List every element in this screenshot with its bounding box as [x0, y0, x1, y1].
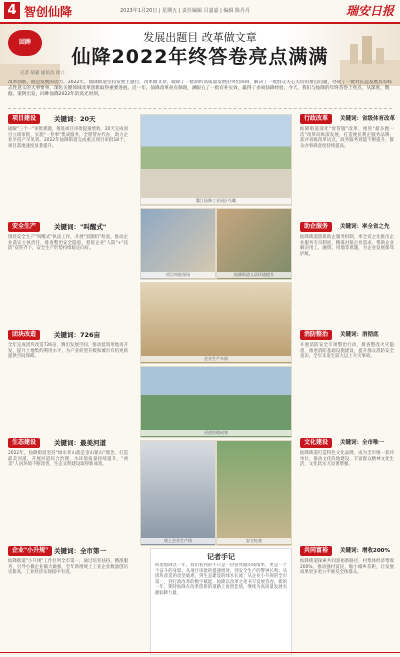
section-fire-safety — [296, 328, 398, 436]
section-ecology — [4, 436, 132, 544]
notes-body: 回望仙降这一年，我们看到的不只是一份份亮眼的成绩单，更是一个个奋斗的身影。从项目审批的提速增效，到安全生产的警钟长鸣；从团块改造的攻坚破难，到生态建设的绿水长流；从企业小升规的全市第一，到行政改革的数字赋能，仙降以改革之笔书写发展答卷。新的一年，期待仙降在改革创新的道路上再创佳绩，继续为高质量发展贡献仙降力量。 — [155, 563, 287, 596]
page-meta: 2023年1月20日 | 星期五 | 责任编辑 吕嘉嘉 | 编辑 陈丹丹 — [120, 8, 251, 14]
section-tag: 行政改革 — [300, 114, 332, 124]
photo-river — [140, 366, 292, 438]
photo-approval — [140, 208, 216, 280]
page-number: 4 — [4, 2, 20, 19]
section-tag: 消防整治 — [300, 330, 332, 340]
photo-industrial-park — [140, 114, 292, 206]
section-body: 仙降街道打造特色文化品牌，成为全市唯一获评单位，推动文化阵地建设，丰富群众精神文化生活，文化软实力显著增强。 — [300, 451, 394, 468]
headline-title: 仙降2022年终答卷亮点满满 — [71, 46, 329, 68]
photo-caption: 鳌江仙降工业园区鸟瞰 — [141, 198, 291, 204]
right-column — [296, 112, 398, 652]
section-body: 2022年，仙降街道坚持"绿水青山就是金山银山"理念，打造最美河道，开展河道综合治理，水环境质量持续提升，"两美"人居环境不断改善，生态文明建设取得新成效。 — [8, 451, 128, 468]
section-keyword: 关键词：消彻底 — [340, 332, 379, 338]
section-body: 仙降街道创新助企服务机制，率全省之先推出企业服务专员制度，精准对接企业需求，帮助企业解决用工、融资、用地等难题，为企业发展保驾护航。 — [300, 235, 394, 257]
section-body: 仙降街道"小升规"工作位列全市第一，通过培育扶持、精准服务，引导小微企业做大做强，全年新增规上工业企业数量创历史新高，工业经济实现稳中有进。 — [8, 559, 128, 576]
section-project — [4, 112, 132, 220]
section-body: 破解"三个一"审批难题，推进项目审批提速增效，20天完成项目立项审批，实施"一件事"集成服务，全程帮办代办，助力企业早投产早见效。2022年仙降街道完成重点项目审批18个，项目落地速度显著提升。 — [8, 127, 128, 149]
section-body: 开展消防安全专项整治行动，排查整改火灾隐患，推进消防基础设施建设，提升群众消防安全意识，全年未发生较大以上火灾事故。 — [300, 343, 394, 360]
section-body: 仙降街道探索共同富裕新路径，村集体经济增收200%，推动强村富民，缩小城乡差距，让发展成果更多更公平惠及全体群众。 — [300, 559, 394, 576]
section-tag: 文化建设 — [300, 438, 332, 448]
headline-subtitle: 发展出题目 改革做文章 — [143, 31, 257, 44]
section-business-service — [296, 220, 398, 328]
section-tag: 助企服务 — [300, 222, 332, 232]
section-tag: 生态建设 — [8, 438, 40, 448]
photo-caption: 仙降街道人居环境提升 — [217, 272, 291, 278]
page-footer — [0, 652, 400, 657]
photo-production-line — [140, 440, 216, 546]
section-keyword: 关键词：20天 — [54, 115, 96, 123]
photo-caption: 企业生产车间 — [141, 356, 291, 362]
section-enterprise — [4, 544, 132, 652]
section-body: 仙降街道深化"放管服"改革，推进"最多跑一次"改革向纵深发展，打造便民利企服务品牌，获评省级改革试点，政务服务效能不断提升，群众办事满意度持续提高。 — [300, 127, 394, 149]
section-tag: 项目建设 — [8, 114, 40, 124]
section-tag: 安全生产 — [8, 222, 40, 232]
section-tag: 团块改造 — [8, 330, 40, 340]
section-keyword: 关键词：增收200% — [340, 548, 390, 554]
photo-caption: 项目审批现场 — [141, 272, 215, 278]
section-keyword: 关键词：全市第一 — [54, 547, 106, 555]
section-body: 全年完成团块改造726亩，腾出发展空间，推动低效用地再开发，提升土地集约利用水平，为产业转型升级和城市有机更新提供空间保障。 — [8, 343, 128, 360]
section-keyword: 关键词：726亩 — [54, 331, 101, 339]
section-renewal — [4, 328, 132, 436]
section-body: 围绕安全生产"叫醒式"执法工作，开展"双随机"检查，推动企业落实主体责任，排查整治安全隐患，督促企业"人防"+"技防"双管齐下，安全生产形势持续稳定向好。 — [8, 235, 128, 252]
section-tag: 共同富裕 — [300, 546, 332, 556]
section-common-prosperity — [296, 544, 398, 652]
reporter-notes — [150, 548, 292, 655]
section-keyword: 关键词：全市唯一 — [340, 440, 385, 446]
section-admin-reform — [296, 112, 398, 220]
section-keyword: 关键词：最美河道 — [54, 439, 106, 447]
section-keyword: 关键词："叫醒式" — [54, 223, 107, 231]
section-culture — [296, 436, 398, 544]
photo-caption: 安全检查 — [217, 538, 291, 544]
newspaper-logo: 瑞安日报 — [345, 4, 394, 18]
page-header — [0, 0, 400, 24]
section-keyword: 关键词：率全省之先 — [340, 224, 390, 230]
section-tag: 企业"小升规" — [8, 546, 52, 556]
byline: 记者 胡嘉 通讯员 徐立 — [20, 71, 65, 76]
notes-title: 记者手记 — [207, 553, 235, 561]
photo-workshop — [140, 282, 292, 364]
photo-environment — [216, 208, 292, 280]
section-safety — [4, 220, 132, 328]
review-badge: 回眸 — [8, 30, 42, 56]
section-keyword: 关键词：省级体育改革 — [340, 116, 396, 122]
photo-inspection — [216, 440, 292, 546]
section-title: 智创仙降 — [24, 5, 73, 19]
intro-paragraph: 改革创新，既是发展的动力。2022年，仙降街道坚持发展主题目，改革做文章，破除了一批制约高质量发展的突出障碍，解决了一批群众关心关切的难点问题，办成了一批对长远发展具有标志性意义的大事要事，深化关键领域改革创新取得重要进展。近一年，仙降改革亮点频现，满眼五了一批有补实效，赢得了多项仙降经验，今天，我们与仙降的年终答卷上亮点，从深度、数据、案例出发，回眸仙降2022年的高光时刻。 — [8, 80, 392, 109]
photo-caption: 河道治理成效 — [141, 430, 291, 436]
photo-caption: 规上企业生产线 — [141, 538, 215, 544]
left-column — [4, 112, 132, 652]
